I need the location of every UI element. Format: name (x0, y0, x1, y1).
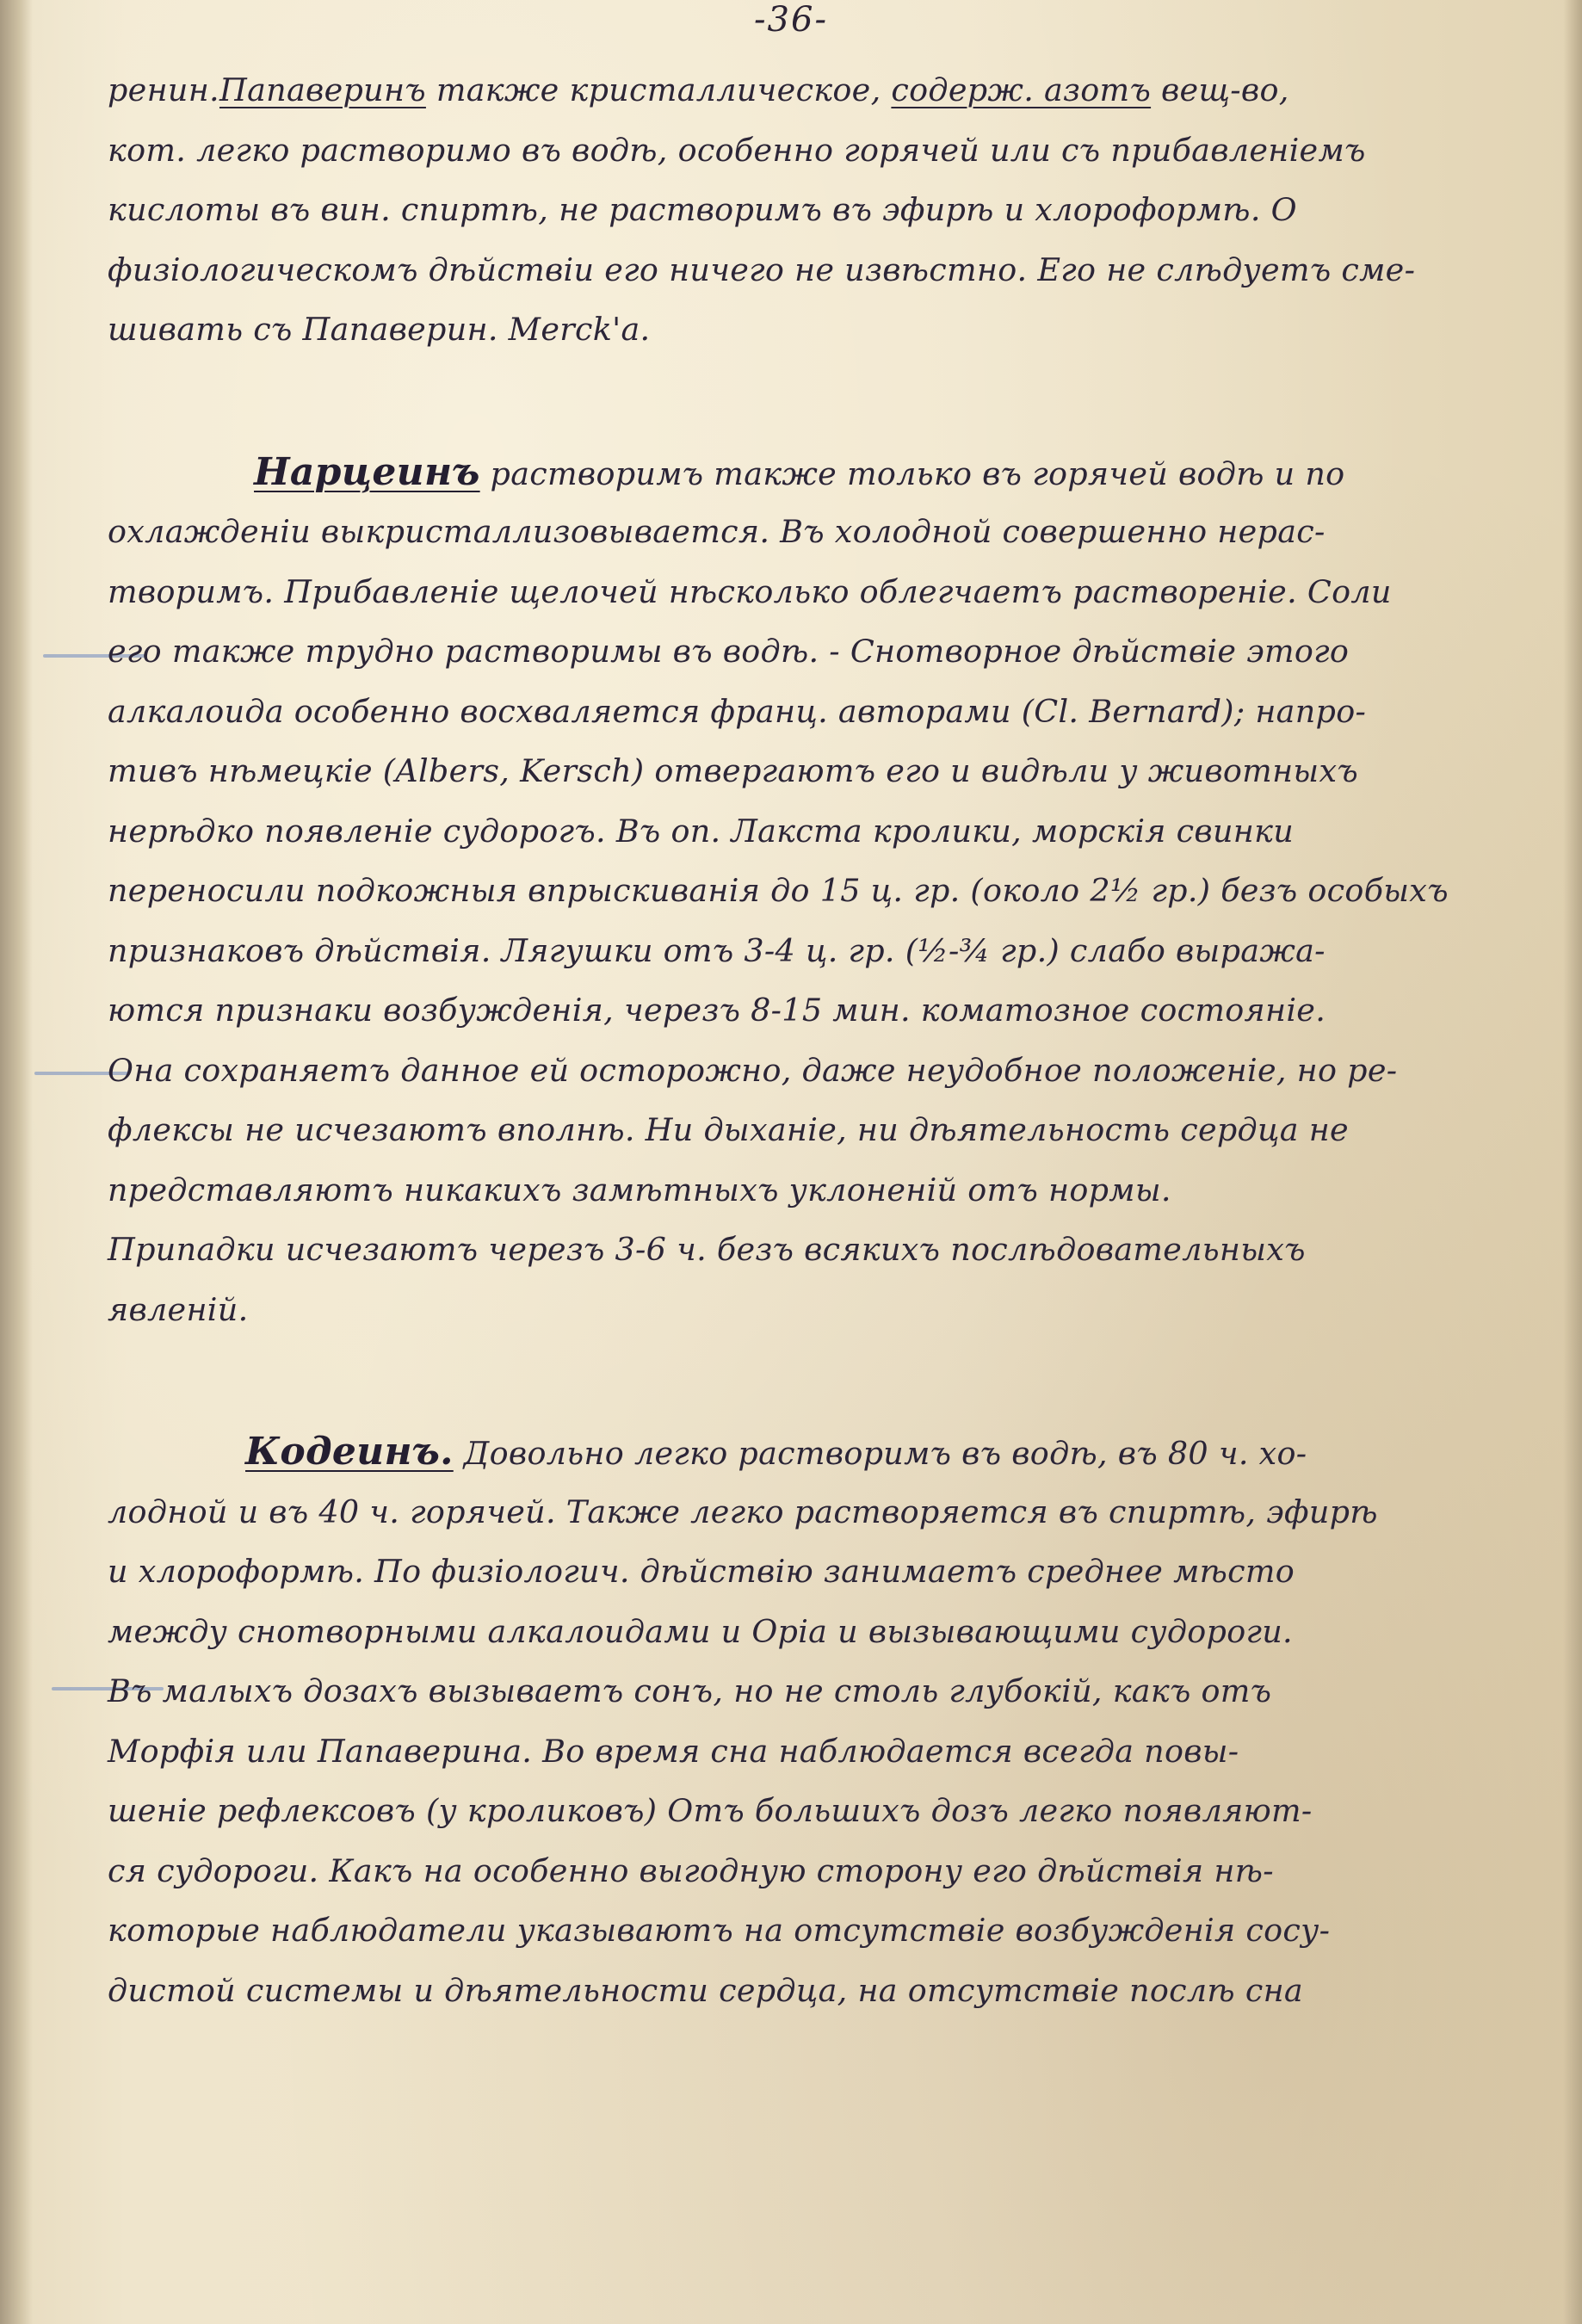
text-line: переносили подкожныя впрыскиванія до 15 ц. гр. (около 2½ гр.) безъ особыхъ (108, 872, 1449, 909)
page-number: -36- (754, 0, 828, 40)
text-line (108, 1422, 1485, 1482)
paragraph-papaverine (108, 60, 1485, 360)
paragraph-gap (108, 360, 1485, 442)
text-line: алкалоида особенно восхваляется франц. авторами (Cl. Bernard); напро- (108, 692, 1367, 730)
text-line: охлажденіи выкристаллизовывается. Въ холодной совершенно нерас- (108, 513, 1326, 550)
manuscript-text (108, 60, 1485, 2020)
text-line: кот. легко растворимо въ водѣ, особенно горячей или съ прибавленіемъ (108, 131, 1366, 169)
text-line: Она сохраняетъ данное ей осторожно, даже неудобное положеніе, но ре- (108, 1051, 1398, 1089)
paragraph-codeine (108, 1422, 1485, 2020)
page-binding-shadow (0, 0, 33, 2324)
text-line: дистой системы и дѣятельности сердца, на отсутствіе послѣ сна (108, 1971, 1303, 2009)
text-line: шивать съ Папаверин. Merck'а. (108, 311, 651, 348)
paragraph-gap (108, 1339, 1485, 1422)
line-fragment: вещ-во, (1151, 71, 1289, 108)
text-line: физіологическомъ дѣйствіи его ничего не извѣстно. Его не слѣдуетъ сме- (108, 250, 1416, 288)
text-line: лодной и въ 40 ч. горячей. Также легко растворяется въ спиртѣ, эфирѣ (108, 1493, 1378, 1530)
line-fragment: растворимъ также только въ горячей водѣ и по (479, 454, 1345, 492)
text-line: нерѣдко появленіе судорогъ. Въ оп. Лакста кролики, морскія свинки (108, 812, 1295, 850)
underlined-phrase: содерж. азотъ (891, 71, 1152, 108)
text-line: тивъ нѣмецкіе (Albers, Kersch) отвергаютъ его и видѣли у животныхъ (108, 752, 1358, 789)
text-line: явленій. (108, 1290, 249, 1328)
heading-narceine: Нарцеинъ (254, 449, 480, 494)
text-line: его также трудно растворимы въ водѣ. - Снотворное дѣйствіе этого (108, 633, 1350, 670)
paragraph-narceine (108, 442, 1485, 1340)
text-line: Припадки исчезаютъ черезъ 3-6 ч. безъ всякихъ послѣдовательныхъ (108, 1231, 1306, 1268)
text-line: шеніе рефлексовъ (у кроликовъ) Отъ большихъ дозъ легко появляют- (108, 1792, 1313, 1829)
text-line: флексы не исчезаютъ вполнѣ. Ни дыханіе, ни дѣятельность сердца не (108, 1111, 1349, 1148)
text-line: Морфія или Папаверина. Во время сна наблюдается всегда повы- (108, 1732, 1239, 1770)
text-line (108, 60, 1485, 121)
line-fragment: также кристаллическое, (425, 71, 892, 108)
text-line: ются признаки возбужденія, черезъ 8-15 мин. коматозное состояніе. (108, 992, 1326, 1029)
text-line: ся судороги. Какъ на особенно выгодную сторону его дѣйствія нѣ- (108, 1851, 1274, 1889)
text-line: и хлороформѣ. По физiологич. дѣйствію занимаетъ среднее мѣсто (108, 1553, 1295, 1590)
heading-codeine: Кодеинъ. (245, 1430, 454, 1474)
text-line: представляютъ никакихъ замѣтныхъ уклоненій отъ нормы. (108, 1171, 1171, 1208)
text-line: творимъ. Прибавленіе щелочей нѣсколько облегчаетъ растворенie. Соли (108, 572, 1392, 610)
text-line: которые наблюдатели указываютъ на отсутствіе возбужденія сосу- (108, 1912, 1331, 1949)
text-line: Въ малыхъ дозахъ вызываетъ сонъ, но не столь глубокій, какъ отъ (108, 1672, 1272, 1709)
line-fragment: ренин. (108, 71, 219, 108)
page-edge-shadow (1563, 0, 1582, 2324)
line-fragment: Довольно легко растворимъ въ водѣ, въ 80 ч. хо- (453, 1435, 1307, 1472)
text-line: кислоты въ вин. спиртѣ, не растворимъ въ эфирѣ и хлороформѣ. О (108, 191, 1297, 228)
term-papaverine: Папаверинъ (219, 71, 426, 108)
text-line (108, 442, 1485, 503)
text-line: признаковъ дѣйствія. Лягушки отъ 3-4 ц. гр. (½-¾ гр.) слабо выража- (108, 931, 1326, 969)
text-line: между снотворными алкалоидами и Opia и вызывающими судороги. (108, 1612, 1293, 1650)
